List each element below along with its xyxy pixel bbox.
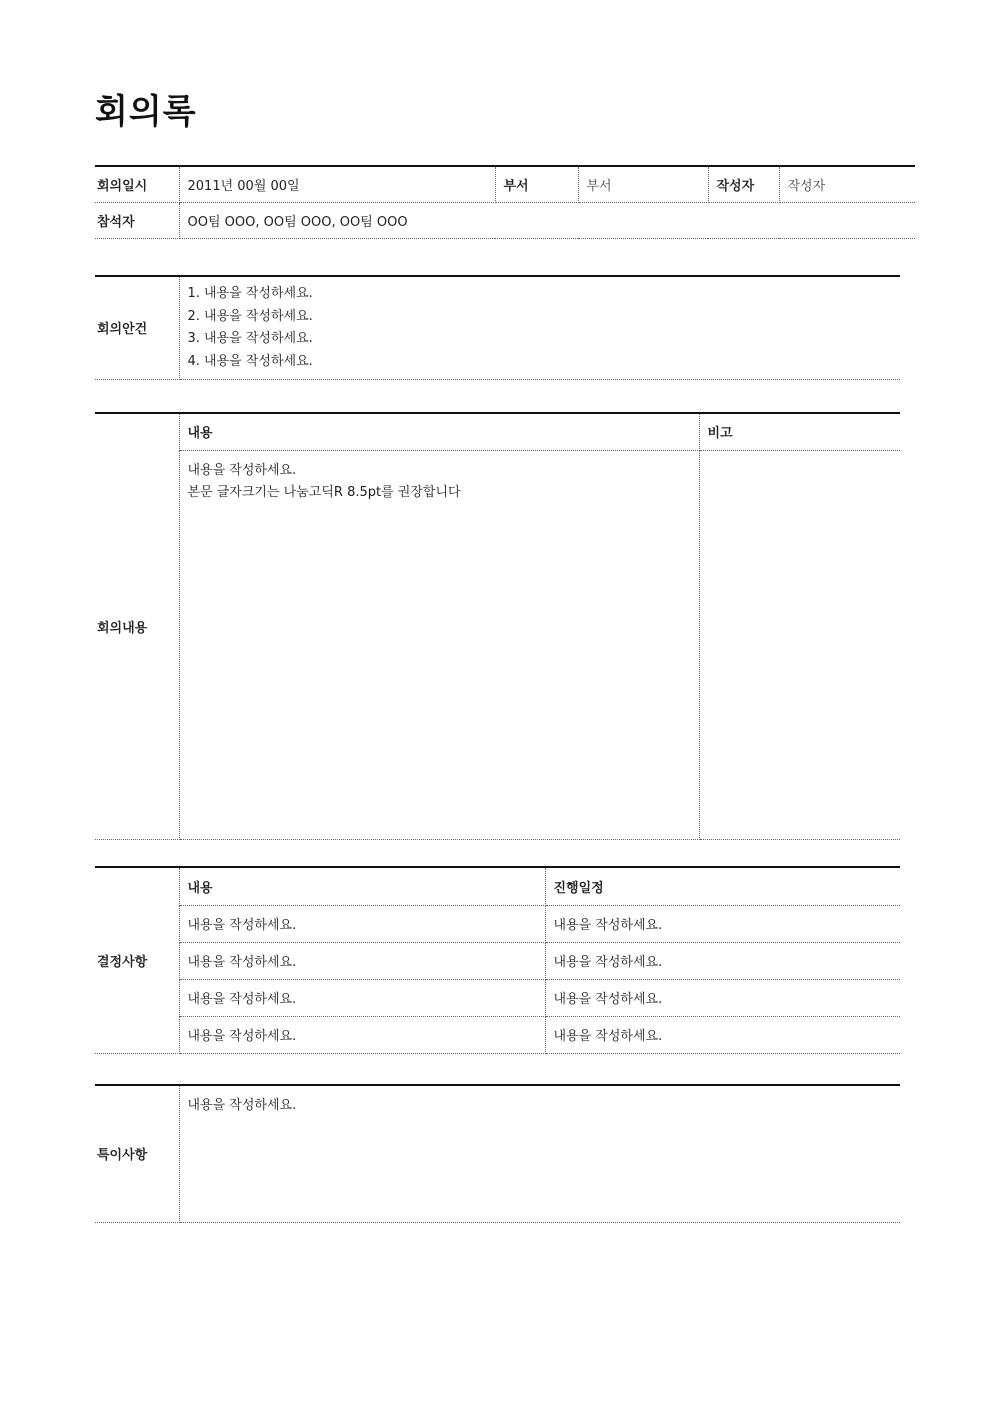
content-table <box>95 412 900 840</box>
dept-label: 부서 <box>495 166 578 202</box>
decision-content-cell[interactable]: 내용을 작성하세요. <box>179 1016 545 1053</box>
decision-content-cell[interactable]: 내용을 작성하세요. <box>179 942 545 979</box>
attendees-value[interactable]: OO팀 OOO, OO팀 OOO, OO팀 OOO <box>179 202 915 238</box>
author-value[interactable]: 작성자 <box>779 166 915 202</box>
decision-schedule-cell[interactable]: 내용을 작성하세요. <box>545 905 900 942</box>
date-label: 회의일시 <box>95 166 179 202</box>
remarks-table <box>95 1084 900 1223</box>
decision-schedule-cell[interactable]: 내용을 작성하세요. <box>545 979 900 1016</box>
agenda-item: 3. 내용을 작성하세요. <box>187 331 313 346</box>
content-label: 회의내용 <box>95 413 179 839</box>
agenda-item: 4. 내용을 작성하세요. <box>187 353 313 369</box>
agenda-list[interactable] <box>179 276 900 379</box>
content-line: 본문 글자크기는 나눔고딕R 8.5pt를 권장합니다 <box>187 485 461 500</box>
author-label: 작성자 <box>708 166 779 202</box>
table-row <box>95 979 900 1016</box>
dept-value[interactable]: 부서 <box>578 166 708 202</box>
agenda-label: 회의안건 <box>95 276 179 379</box>
header-row-attendees <box>95 202 915 238</box>
decisions-content-header: 내용 <box>179 867 545 905</box>
document-title: 회의록 <box>95 92 197 132</box>
date-value[interactable]: 2011년 00월 00일 <box>179 166 495 202</box>
header-table <box>95 165 915 239</box>
table-row <box>95 905 900 942</box>
table-row <box>95 1016 900 1053</box>
decisions-label: 결정사항 <box>95 867 179 1053</box>
note-col-header: 비고 <box>699 413 900 450</box>
agenda-item: 2. 내용을 작성하세요. <box>187 308 313 324</box>
content-header-row <box>95 413 900 450</box>
remarks-row <box>95 1085 900 1222</box>
content-body[interactable] <box>179 450 699 839</box>
header-row-date <box>95 166 915 202</box>
content-body-row <box>95 450 900 839</box>
decision-schedule-cell[interactable]: 내용을 작성하세요. <box>545 942 900 979</box>
agenda-table <box>95 275 900 380</box>
agenda-row <box>95 276 900 379</box>
decision-schedule-cell[interactable]: 내용을 작성하세요. <box>545 1016 900 1053</box>
attendees-label: 참석자 <box>95 202 179 238</box>
table-row <box>95 942 900 979</box>
remarks-body[interactable]: 내용을 작성하세요. <box>179 1085 900 1222</box>
decisions-header-row <box>95 867 900 905</box>
decision-content-cell[interactable]: 내용을 작성하세요. <box>179 905 545 942</box>
agenda-item: 1. 내용을 작성하세요. <box>187 286 313 301</box>
decisions-schedule-header: 진행일정 <box>545 867 900 905</box>
content-col-header: 내용 <box>179 413 699 450</box>
content-line: 내용을 작성하세요. <box>187 462 297 478</box>
remarks-label: 특이사항 <box>95 1085 179 1222</box>
decision-content-cell[interactable]: 내용을 작성하세요. <box>179 979 545 1016</box>
note-body[interactable] <box>699 450 900 839</box>
decisions-table <box>95 866 900 1054</box>
